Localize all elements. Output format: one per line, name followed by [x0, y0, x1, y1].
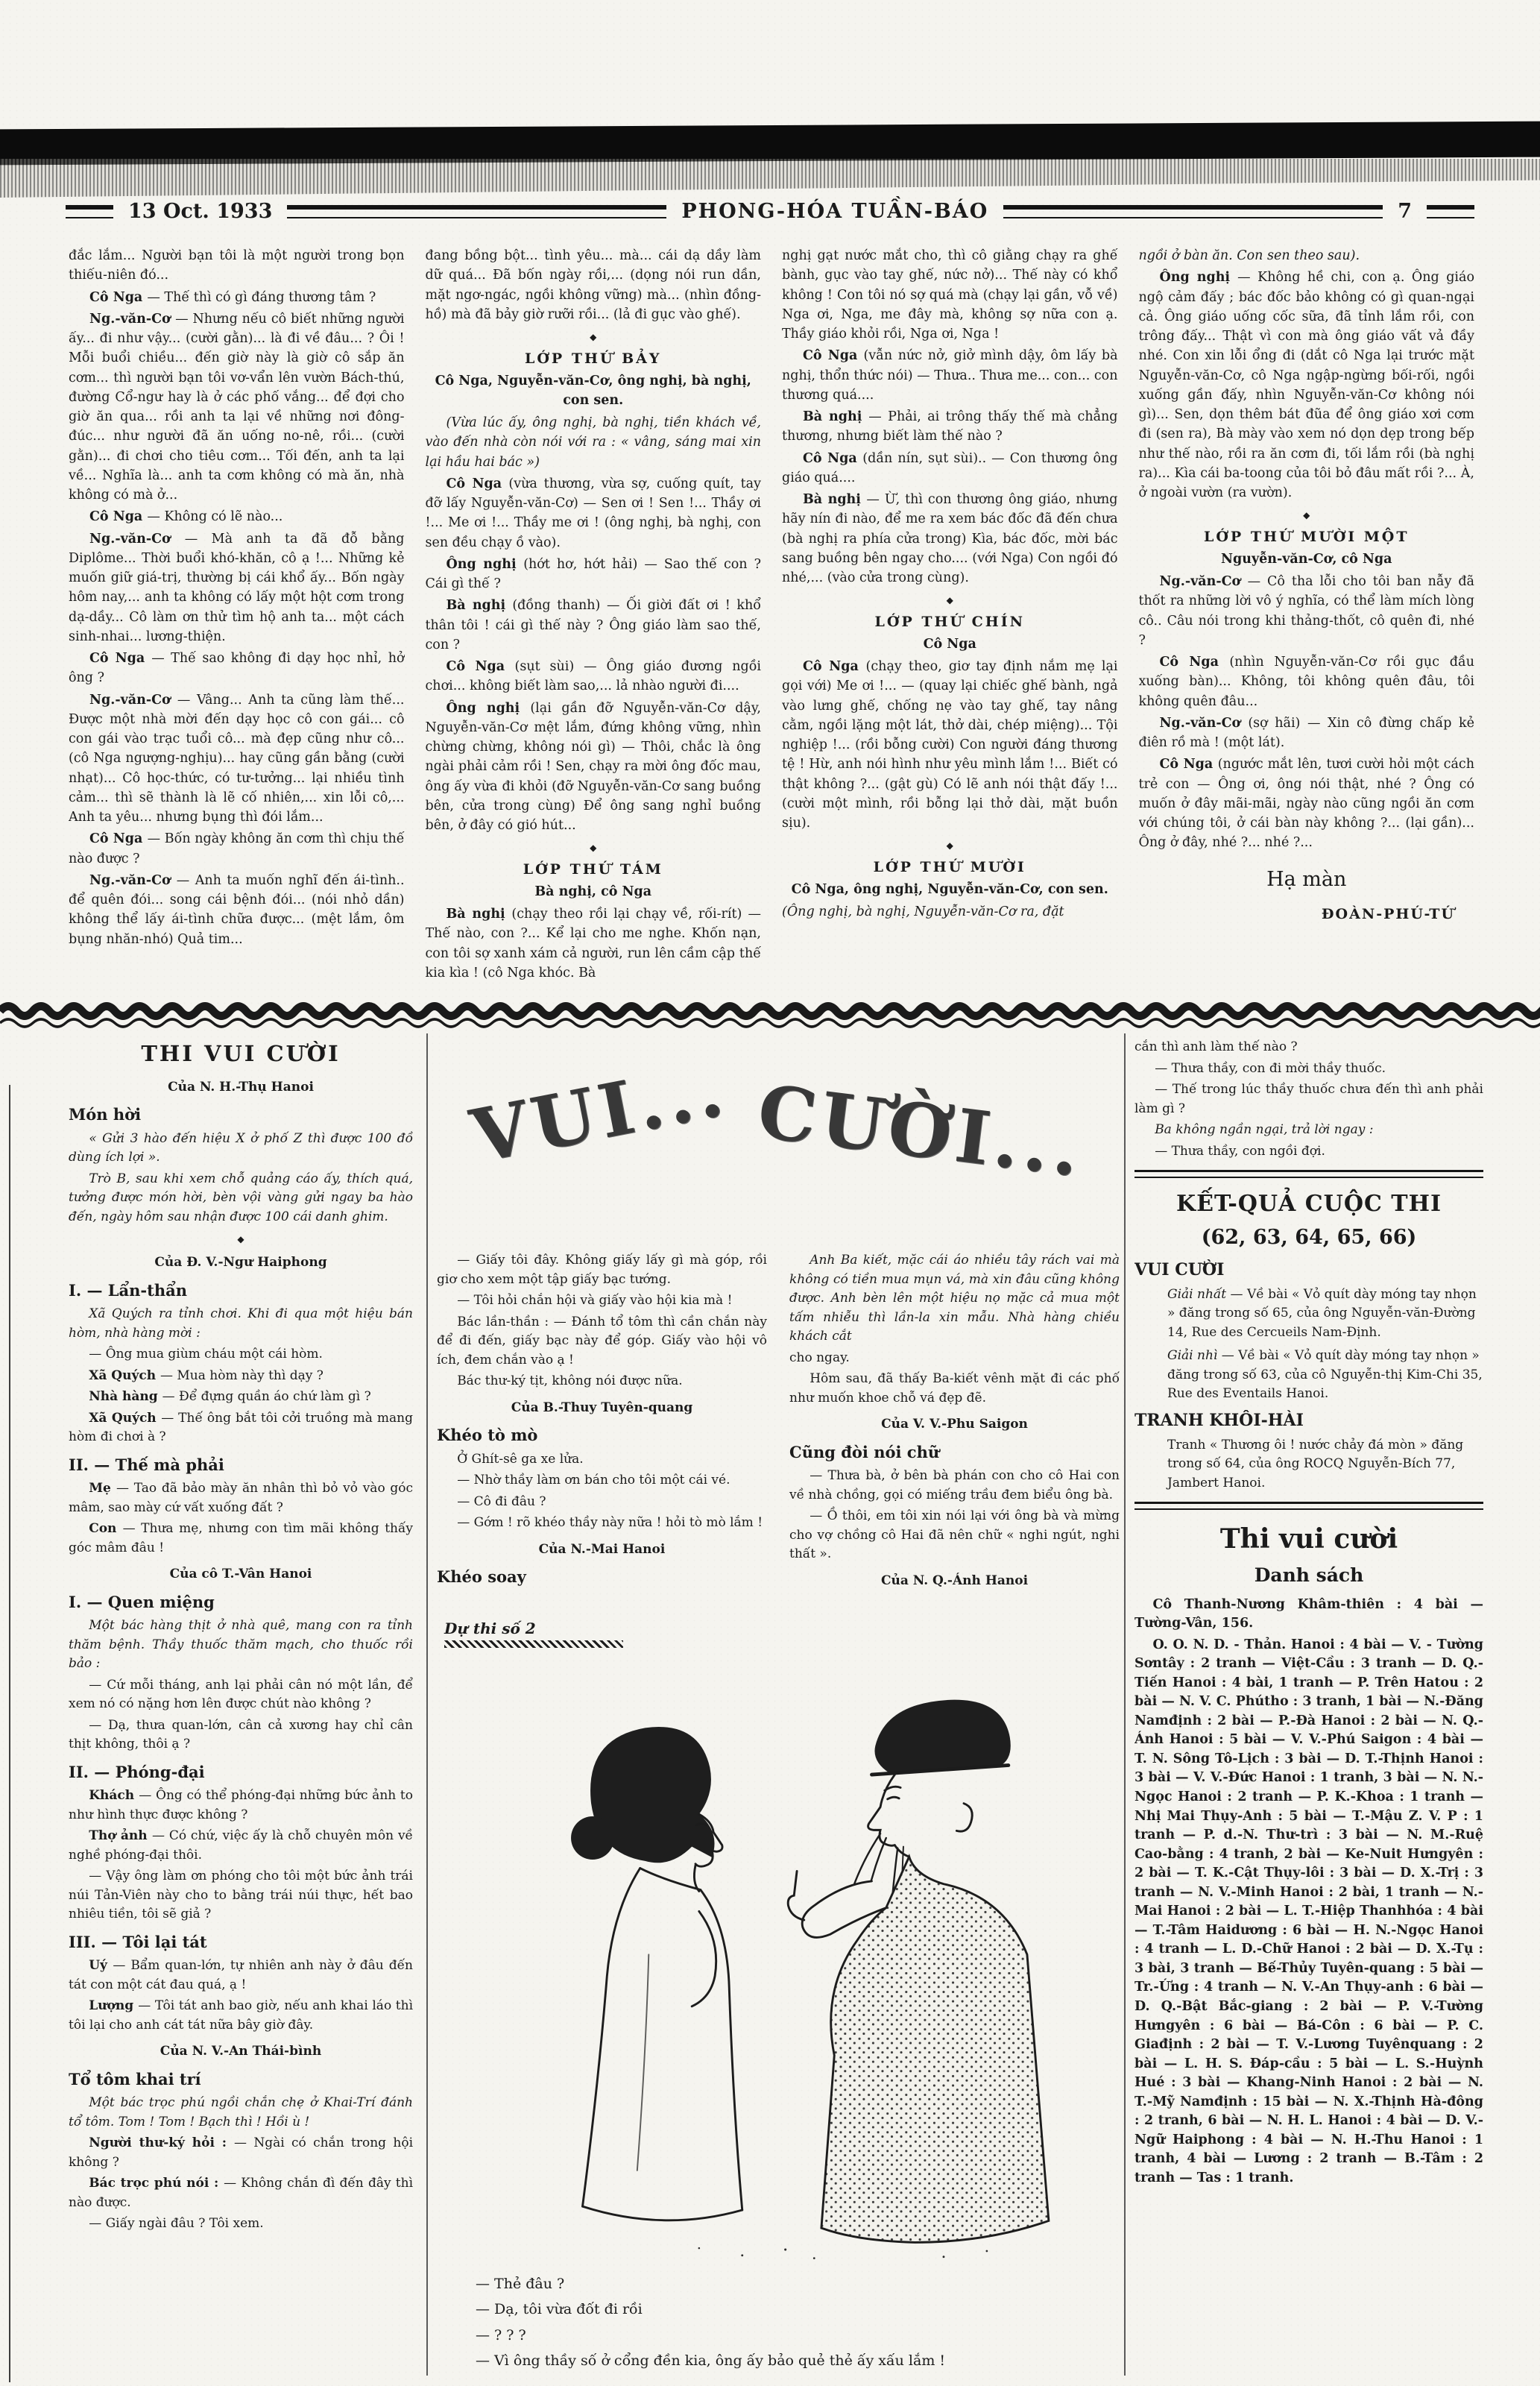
humor-banner-title: [437, 1038, 1120, 1251]
caption-line: — Thẻ đâu ?: [476, 2276, 565, 2292]
play-column-4: [1139, 246, 1475, 1001]
play-column-3: [782, 246, 1118, 1001]
text-block: Bà nghị (đồng thanh) — Ối giời đất ơi ! khổ thân tôi ! cái gì thế này ? Ông giáo làm sao thế, con ?: [425, 598, 761, 652]
text-block: — Thưa thầy, con đi mời thầy thuốc.: [1155, 1060, 1386, 1076]
text-block: Trò B, sau khi xem chỗ quảng cáo ấy, thích quá, tưởng được món hời, bèn vội vàng gửi ngay ba hào đến, ngày hôm sau nhận được 100 cái danh ghim.: [69, 1171, 413, 1224]
text-block: Nhà hàng — Để đựng quần áo chứ làm gì ?: [89, 1389, 371, 1404]
text-block: Mẹ — Tao đã bảo mày ăn nhân thì bỏ vỏ vào góc mâm, sao mày cứ vất xuống đất ?: [69, 1481, 413, 1515]
text-block: Của N. Q.-Ánh Hanoi: [880, 1573, 1029, 1588]
text-block: II. — Phóng-đại: [69, 1762, 205, 1781]
text-block: Ng.-văn-Cơ (sợ hãi) — Xin cô đừng chấp kẻ điên rồ mà ! (một lát).: [1138, 715, 1474, 750]
banner-word-vui: VUI...: [464, 1046, 734, 1180]
column-rule: [426, 1033, 428, 2376]
text-block: Của V. V.-Phu Saigon: [881, 1417, 1028, 1432]
masthead-title: PHONG-HÓA TUẦN-BÁO: [681, 200, 989, 223]
text-block: Anh Ba kiết, mặc cái áo nhiều tây rách vai mà không có tiền mua mụn vá, mà xin đâu cũng không được. Anh bèn lên một hiệu nọ mặc cả mua một tấm nhiễu thì lần-la xin mẫu. Nhà hàng chiều khách cắt: [789, 1253, 1120, 1344]
text-block: đắc lắm... Người bạn tôi là một người trong bọn thiếu-niên đó...: [69, 248, 405, 283]
text-block: ◆: [590, 332, 597, 342]
text-block: — Ông mua giùm cháu một cái hòm.: [89, 1347, 323, 1362]
caption-line: — ? ? ?: [476, 2326, 526, 2343]
text-block: Người thư-ký hỏi : — Ngài có chắn trong hội không ?: [69, 2135, 413, 2170]
text-block: Bà nghị, cô Nga: [534, 884, 652, 899]
text-block: — Nhờ thầy làm ơn bán cho tôi một cái vé.: [457, 1473, 730, 1488]
text-block: Của N. H.-Thụ Hanoi: [168, 1079, 314, 1095]
text-block: — Dạ, thưa quan-lớn, cân cả xương hay chỉ cân thịt không, thôi ạ ?: [69, 1717, 413, 1751]
text-block: Tổ tôm khai trí: [69, 2069, 201, 2088]
text-block: Uý — Bẩm quan-lớn, tự nhiên anh này ở đâu đến tát con một cát đau quá, ạ !: [69, 1958, 413, 1992]
text-block: [1135, 1502, 1483, 1510]
ground-speckles: [698, 2247, 988, 2259]
text-block: Của cô T.-Vân Hanoi: [169, 1567, 312, 1581]
text-block: Lượng — Tôi tát anh bao giờ, nếu anh khai láo thì tôi lại cho anh cát tát nữa bây giờ đây.: [69, 1998, 413, 2033]
text-block: Của Đ. V.-Ngư Haiphong: [154, 1255, 327, 1270]
text-block: Của N.-Mai Hanoi: [538, 1541, 666, 1557]
text-block: cắn thì anh làm thế nào ?: [1135, 1039, 1298, 1054]
text-block: VUI CƯỜI: [1135, 1259, 1225, 1279]
masthead-rule: [66, 205, 113, 218]
text-block: Cô Nga — Không có lẽ nào...: [89, 509, 283, 525]
text-block: Cô Thanh-Nương Khâm-thiên : 4 bài — Tường-Vân, 156.: [1135, 1596, 1483, 1631]
text-block: Con — Thưa mẹ, nhưng con tìm mãi không thấy góc mâm đâu !: [69, 1521, 413, 1555]
masthead: [66, 200, 1474, 223]
masthead-rule: [1003, 205, 1383, 218]
text-block: Ng.-văn-Cơ — Anh ta muốn nghĩ đến ái-tình.. để quên đói... song cái bệnh đói... (nói nhỏ dần) không thể lấy ái-tình chữa được... (mệt lắm, ôm bụng nhăn-nhó) Quả tim...: [69, 872, 405, 947]
text-block: Cô Nga — Thế sao không đi dạy học nhỉ, hở ông ?: [69, 651, 405, 686]
scan-artifact-halftone: [0, 159, 1540, 198]
text-block: — Cô đi đâu ?: [457, 1493, 546, 1509]
text-block: Ông nghị (lại gần đỡ Nguyễn-văn-Cơ dậy, Nguyễn-văn-Cơ mệt lắm, đứng không vững, nhìn chừng chừng, không nói gì) — Thôi, chắc là ông ngài phải cảm rồi ! Sen, chạy ra mời ông đốc mau, ông ấy vừa đi khỏi (đỡ Nguyễn-văn-Cơ sang buồng bên, cửa trong cùng) Để ông sang nghỉ buồng bên, ở đây có gió hút...: [425, 700, 761, 833]
scan-artifact-band: [0, 122, 1540, 166]
text-block: Cô Nga, ông nghị, Nguyễn-văn-Cơ, con sen.: [791, 881, 1108, 897]
text-block: Món hời: [69, 1105, 142, 1124]
masthead-date: 13 Oct. 1933: [128, 200, 273, 223]
text-block: — Tôi hỏi chắn hội và giấy vào hội kia mà !: [457, 1293, 733, 1308]
text-block: Của B.-Thuy Tuyên-quang: [511, 1400, 693, 1415]
text-block: Hôm sau, đã thấy Ba-kiết vênh mặt đi các phố như muốn khoe chỗ vá đẹp đẽ.: [789, 1371, 1120, 1406]
text-block: — Giấy tôi đây. Không giấy lấy gì mà góp, rồi giơ cho xem một tập giấy bạc tướng.: [437, 1253, 767, 1287]
caption-line: — Dạ, tôi vừa đốt đi rồi: [476, 2301, 643, 2318]
text-block: ◆: [1303, 510, 1310, 521]
text-block: Của N. V.-An Thái-bình: [160, 2044, 322, 2059]
text-block: Tranh « Thương ôi ! nước chảy đá mòn » đăng trong số 64, của ông ROCQ Nguyễn-Bích 77, Jambert Hanoi.: [1167, 1437, 1464, 1491]
text-block: Khéo tò mò: [437, 1426, 538, 1444]
text-block: — Thế trong lúc thầy thuốc chưa đến thì anh phải làm gì ?: [1135, 1082, 1483, 1116]
text-block: THI VUI CƯỜI: [141, 1041, 341, 1066]
text-block: I. — Lẩn-thẩn: [69, 1280, 187, 1300]
text-block: O. O. N. D. - Thản. Hanoi : 4 bài — V. - Tường Sơntây : 2 tranh — Việt-Cầu : 3 tranh — D. Q.-Tiến Hanoi : 4 bài, 1 tranh — P. Trên Hatou : 2 bài — N. V. C. Phútho : 3 tranh, 1 bài — N.-Đăng Namđịnh : 2 bài — P.-Đà Hanoi : 2 bài — N. Q.-Ánh Hanoi : 5 bài — V. V.-Phú Saigon : 4 bài — T. N. Sông Tô-Lịch : 3 bài — D. T.-Thịnh Hanoi : 3 bài — V. V.-Đức Hanoi : 1 tranh, 3 bài — N. N.-Ngọc Hanoi : 2 tranh — P. K.-Khoa : 1 tranh — Nhị Mai Thụy-Anh : 5 bài — T.-Mậu Z. V. P : 1 tranh — P. d.-N. Thư-trì : 3 bài — N. M.-Ruệ Cao-bằng : 4 tranh, 2 bài — Ke-Nuit Hưngyên : 2 bài — T. K.-Cật Thụy-lôi : 3 bài — D. X.-Trị : 3 tranh — N. V.-Minh Hanoi : 2 bài, 1 tranh — N.-Mai Hanoi : 2 bài — L. T.-Hiệp Thanhhóa : 4 bài — T.-Tâm Haidương : 6 bài — H. N.-Ngọc Hanoi : 4 tranh — L. D.-Chữ Hanoi : 2 bài — D. X.-Tụ : 3 bài, 3 tranh — Bế-Thủy Tuyên-quang : 5 bài — Tr.-Ứng : 4 tranh — N. V.-An Thụy-anh : 6 bài — D. Q.-Bật Bắc-giang : 2 bài — P. V.-Tường Hưngyên : 6 bài — Bá-Côn : 6 bài — P. C. Giađịnh : 2 bài — T. V.-Lương Tuyênquang : 2 bài — L. H. S. Đáp-cầu : 5 bài — L. S.-Huỳnh Hué : 3 bài — Khang-Ninh Hanoi : 2 bài — N. T.-Mỹ Namđịnh : 15 bài — N. X.-Thịnh Hà-đông : 2 tranh, 6 bài — N. H. L. Hanoi : 4 bài — D. V.-Ngữ Haiphong : 4 bài — N. H.-Thu Hanoi : 1 tranh, 4 bài — Lương : 2 tranh — B.-Tâm : 2 tranh — Tas : 1 tranh.: [1135, 1637, 1483, 2185]
text-block: Một bác trọc phú ngồi chắn chẹ ở Khai-Trí đánh tổ tôm. Tom ! Tom ! Bạch thì ! Hồi ù !: [69, 2095, 413, 2130]
text-block: Ng.-văn-Cơ — Cô tha lỗi cho tôi ban nẫy đã thốt ra những lời vô ý nghĩa, có thể làm mích lòng cô.. Câu nói trong khi thảng-thốt, cô quên đi, nhé ?: [1138, 574, 1474, 648]
text-block: — Cứ mỗi tháng, anh lại phải cân nó một lần, để xem nó có nặng hơn lên được chút nào không ?: [69, 1677, 413, 1711]
text-block: — Thưa bà, ở bên bà phán con cho cô Hai con về nhà chồng, gọi có miếng trầu đem biểu ông bà.: [789, 1468, 1120, 1502]
text-block: Giải nhất — Về bài « Vỏ quít dày móng tay nhọn » đăng trong số 65, của ông Nguyễn-văn-Đường 14, Rue des Cercueils Nam-Định.: [1167, 1286, 1477, 1340]
humor-middle-section: [437, 1038, 1120, 2376]
text-block: Nguyễn-văn-Cơ, cô Nga: [1220, 551, 1392, 567]
text-block: Hạ màn: [1266, 867, 1347, 891]
old-man-figure: [788, 1700, 1049, 2243]
text-block: Xã Quých — Thế ông bắt tôi cởi truồng mà mang hòm đi chơi à ?: [69, 1410, 413, 1444]
text-block: Ng.-văn-Cơ — Vâng... Anh ta cũng làm thế... Được một nhà mời đến dạy học cô con gái... cô con gái vào trạc tuổi cô... mà đẹp cũng như cô... (cô Nga ngượng-nghịu)... hay cũng gần bằng (cười nhạt)... Cô học-thức, có tư-tưởng... lại nhiều tình cảm... thì sẽ thành là lẽ cố nhiên,... xin lỗi cô,... Anh ta yêu... nhưng bụng thì đói lắm...: [69, 692, 405, 825]
text-block: ngồi ở bàn ăn. Con sen theo sau).: [1138, 248, 1360, 263]
text-block: Bà nghị — Phải, ai trông thấy thế mà chẳng thương, nhưng biết làm thế nào ?: [782, 409, 1118, 444]
play-section: [69, 246, 1474, 1001]
text-block: Bà nghị — Ừ, thì con thương ông giáo, nhưng hãy nín đi nào, để me ra xem bác đốc đã đến chưa (bà nghị ra phía cửa trong) Kìa, bác đốc, mời bác sang buồng bên ngay cho.... (với Nga) Con ngồi đó nhé,... (vào cửa trong cùng).: [782, 492, 1118, 585]
text-block: Cô Nga (sụt sùi) — Ông giáo đương ngồi chơi... không biết làm sao,... lả nhào người đi....: [425, 659, 761, 694]
text-block: Ở Ghít-sê ga xe lửa.: [457, 1451, 584, 1467]
text-block: ◆: [946, 595, 953, 606]
text-block: Ông nghị — Không hề chi, con ạ. Ông giáo ngộ cảm đấy ; bác đốc bảo không có gì quan-ngại cả. Ông giáo uống cốc sữa, đã tỉnh lắm rồi, con trông đấy... Thật vì con mà ông giáo vất vả đầy nhé. Con xin lỗi ổng đi (dắt cô Nga lại trước mặt Nguyễn-văn-Cơ, cô Nga ngập-ngừng bối-rối, ngồi xuống gần đấy, nhìn Nguyễn-văn-Cơ không nói gì)... Sen, dọn thêm bát đũa để ông giáo xơi cơm đi (sen ra), Bà mày vào xem nó dọn dẹp trong bếp như thế nào, rồi ra ăn cơm đi, tối lắm rồi (bà nghị ra)... Kìa cái ba-toong của tôi bỏ đâu mất rồi ?... À, ở ngoài vườn (ra vườn).: [1138, 270, 1474, 500]
text-block: Cô Nga (vẫn nức nở, giở mình dậy, ôm lấy bà nghị, thổn thức nói) — Thưa.. Thưa me... con... con thương quá....: [782, 348, 1118, 403]
text-block: II. — Thế mà phải: [69, 1455, 224, 1474]
text-block: Cô Nga — Bốn ngày không ăn cơm thì chịu thế nào được ?: [69, 831, 405, 866]
text-block: ◆: [946, 840, 953, 852]
humor-column-left: [69, 1038, 413, 2361]
play-column-2: [426, 246, 762, 1001]
text-block: Một bác hàng thịt ở nhà quê, mang con ra tỉnh thăm bệnh. Thầy thuốc thăm mạch, cho thuốc rồi bảo :: [69, 1618, 413, 1671]
text-block: — Vậy ông làm ơn phóng cho tôi một bức ảnh trái núi Tản-Viên này cho to bằng trái núi thực, hết bao nhiêu tiền, tôi sẽ giả ?: [69, 1869, 413, 1921]
text-block: Danh sách: [1254, 1564, 1364, 1586]
text-block: nghị gạt nước mắt cho, thì cô giằng chạy ra ghế bành, gục vào tay ghế, nức nở)... Thế này có khổ không ! Con tôi nó sợ quá mà (chạy lại gần, vỗ về) Nga ơi, Nga, me đây mà, không sợ nữa con ạ. Thầy giáo khỏi rồi, Nga ơi, Nga !: [782, 248, 1118, 341]
cartoon-captions: [476, 2273, 1120, 2373]
page-margin-line: [9, 1085, 10, 2382]
text-block: Cô Nga (dần nín, sụt sùi).. — Con thương ông giáo quá....: [782, 450, 1118, 485]
text-block: Giải nhì — Về bài « Vỏ quít dày móng tay nhọn » đăng trong số 63, của cô Nguyễn-thị Kim-Chi 35, Rue des Eventails Hanoi.: [1167, 1348, 1483, 1401]
text-block: (62, 63, 64, 65, 66): [1201, 1226, 1417, 1249]
caption-line: — Vì ông thầy số ở cổng đền kia, ông ấy bảo quẻ thẻ ấy xấu lắm !: [476, 2352, 946, 2370]
text-block: Cô Nga (vừa thương, vừa sợ, cuống quít, tay đỡ lấy Nguyễn-văn-Cơ) — Sen ơi ! Sen !... Thầy ơi !... Me ơi !... Thầy me ơi ! (ông nghị, bà nghị, con sen đều chạy ồ vào).: [425, 476, 761, 550]
text-block: LỚP THỨ BẢY: [525, 350, 662, 367]
text-block: Cô Nga (nhìn Nguyễn-văn-Cơ rồi gục đầu xuống bàn)... Không, tôi không quên đâu, tôi không quên đâu...: [1138, 655, 1474, 709]
text-block: Cô Nga (chạy theo, giơ tay định nắm mẹ lại gọi với) Me ơi !... — (quay lại chiếc ghế bành, ngả vào lưng ghế, chống nẹ vào tay ghế, tay nâng cằm, ngồi lặng một lát, thở dài, chép miệng)... Tội nghiệp !... (rồi bỗng cười) Con người đáng thương tệ ! Hừ, anh nói hình như yêu mình lắm !... Biết có thật không ?... (gật gù) Có lẽ anh nói thật đấy !... (cười một mình, rồi bỗng lại thở dài, mặt buồn sịu).: [782, 659, 1118, 831]
text-block: KẾT-QUẢ CUỘC THI: [1176, 1191, 1442, 1217]
text-block: Cô Nga — Thế thì có gì đáng thương tâm ?: [89, 289, 376, 305]
contest-entry: [444, 1619, 1120, 1648]
text-block: đang bồng bột... tình yêu... mà... cái dạ dầy làm dữ quá... Đã bốn ngày rồi,... (dọng nói run dần, mặt ngơ-ngác, ngồi không vững) mà... (nhìn đồng-hồ) mà đã bảy giờ rưỡi rồi... (lả đi gục vào ghế).: [425, 248, 761, 322]
text-block: — Ồ thôi, em tôi xin nói lại với ông bà và mừng cho vợ chồng cô Hai đã nên chữ « nghi ngút, nghi thất ».: [789, 1508, 1120, 1561]
masthead-rule: [1427, 205, 1474, 218]
text-block: LỚP THỨ MƯỜI: [873, 859, 1026, 876]
text-block: Bác thư-ký tịt, không nói được nữa.: [457, 1373, 683, 1388]
text-block: Khéo soay: [437, 1567, 526, 1586]
text-block: « Gửi 3 hào đến hiệu X ở phố Z thì được 100 đồ dùng ích lợi ».: [69, 1130, 413, 1165]
text-block: (Ông nghị, bà nghị, Nguyễn-văn-Cơ ra, đặt: [782, 904, 1064, 919]
text-block: Bà nghị (chạy theo rồi lại chạy về, rối-rít) — Thế nào, con ?... Kể lại cho me nghe. Khốn nạn, con tôi sợ xanh xám cả người, run lên cầm cập thế kia kìa ! (cô Nga khóc. Bà: [425, 907, 761, 980]
text-block: ĐOÀN-PHÚ-TỨ: [1321, 906, 1455, 922]
text-block: Cô Nga: [923, 636, 976, 652]
humor-middle-columns: [437, 1251, 1120, 1608]
text-block: Ng.-văn-Cơ — Mà anh ta đã đỗ bằng Diplôme... Thời buổi khó-khăn, cô ạ !... Những kẻ muốn giữ giá-trị, thường bị cái khổ ấy... Bốn ngày hôm nay,... anh ta không có lấy một hột cơm trong dạ-dầy... Cô làm ơn thử tìm hộ anh ta... một cách sinh-nhai... lương-thiện.: [69, 531, 405, 644]
results-column: [1135, 1038, 1483, 2376]
text-block: Cũng đòi nói chữ: [789, 1442, 940, 1461]
text-block: Xã Quých — Mua hòm này thì dạy ?: [89, 1367, 324, 1383]
cartoon-illustration: [480, 1652, 1076, 2271]
woman-figure: [571, 1727, 742, 2220]
text-block: Cô Nga (ngước mắt lên, tươi cười hỏi một cách trẻ con — Ông ơi, ông nói thật, nhé ? Ông có muốn ở đây mãi-mãi, ngày nào cũng ngồi ăn cơm với chúng tôi, ở cái bàn này không ?... (lại gần)... Ông ở đây, nhé ?... nhé ?...: [1138, 757, 1474, 851]
contest-entry-label: Dự thi số 2: [444, 1619, 536, 1637]
text-block: Thợ ảnh — Có chứ, việc ấy là chỗ chuyên môn về nghề phóng-đại thôi.: [69, 1828, 413, 1863]
hatch-rule: [444, 1640, 623, 1648]
text-block: LỚP THỨ CHÍN: [874, 614, 1025, 631]
text-block: — Thưa thầy, con ngồi đợi.: [1155, 1143, 1325, 1159]
text-block: Ông nghị (hớt hơ, hớt hải) — Sao thế con ? Cái gì thế ?: [425, 556, 761, 591]
text-block: Cô Nga, Nguyễn-văn-Cơ, ông nghị, bà nghị, con sen.: [435, 373, 751, 408]
text-block: Thi vui cười: [1219, 1523, 1398, 1555]
text-block: Ng.-văn-Cơ — Nhưng nếu cô biết những người ấy... đi như vậy... (cười gằn)... là đi về đâu... ? Ôi ! Mỗi buổi chiều... đến giờ này là giờ cô sắp ăn cơm... thì người bạn tôi vơ-vẩn lên vườn Bách-thú, đường Cổ-ngư hay là ở các phố vắng... để đợi cho giờ ăn qua... rồi anh ta lại về những nơi đông-đúc... như người đã ăn uống no-nê, rồi... (cười gằn)... đi chơi cho tiêu cơm... Tối đến, anh ta lại về... Nghĩa là... anh ta cơm không có mà ăn, nhà không có mà ở...: [69, 311, 405, 503]
wavy-divider: [0, 996, 1540, 1030]
text-block: cho ngay.: [789, 1350, 850, 1365]
text-block: Ba không ngần ngại, trả lời ngay :: [1155, 1122, 1374, 1137]
text-block: I. — Quen miệng: [69, 1592, 215, 1611]
banner-word-cuoi: CƯỜI...: [753, 1068, 1089, 1194]
column-rule: [1124, 1033, 1126, 2376]
masthead-rule: [287, 205, 666, 218]
text-block: Bác lần-thần : — Đánh tổ tôm thì cần chắn này để đi đến, giấy bạc này để góp. Giấy vào hội vô ích, đem chắn vào ạ !: [437, 1314, 767, 1367]
text-block: LỚP THỨ TÁM: [523, 861, 663, 878]
text-block: Bác trọc phú nói : — Không chắn đì đến đây thì nào được.: [69, 2176, 413, 2210]
text-block: Khách — Ông có thể phóng-đại những bức ảnh to như hình thực được không ?: [69, 1788, 413, 1822]
text-block: III. — Tôi lại tát: [69, 1932, 207, 1951]
text-block: ◆: [590, 843, 597, 854]
play-column-1: [69, 246, 405, 1001]
text-block: (Vừa lúc ấy, ông nghị, bà nghị, tiền khách về, vào đến nhà còn nói với ra : « vâng, sáng mai xin lại hầu hai bác »): [425, 415, 761, 470]
masthead-page-number: 7: [1398, 200, 1413, 223]
text-block: TRANH KHÔI-HÀI: [1135, 1410, 1304, 1430]
text-block: — Gớm ! rõ khéo thầy này nữa ! hỏi tò mò lắm !: [457, 1515, 763, 1530]
text-block: — Giấy ngài đâu ? Tôi xem.: [89, 2216, 264, 2231]
text-block: LỚP THỨ MƯỜI MỘT: [1204, 529, 1410, 546]
text-block: ◆: [237, 1234, 244, 1244]
text-block: Xã Quých ra tỉnh chơi. Khi đi qua một hiệu bán hòm, nhà hàng mời :: [69, 1306, 413, 1341]
text-block: [1135, 1170, 1483, 1178]
